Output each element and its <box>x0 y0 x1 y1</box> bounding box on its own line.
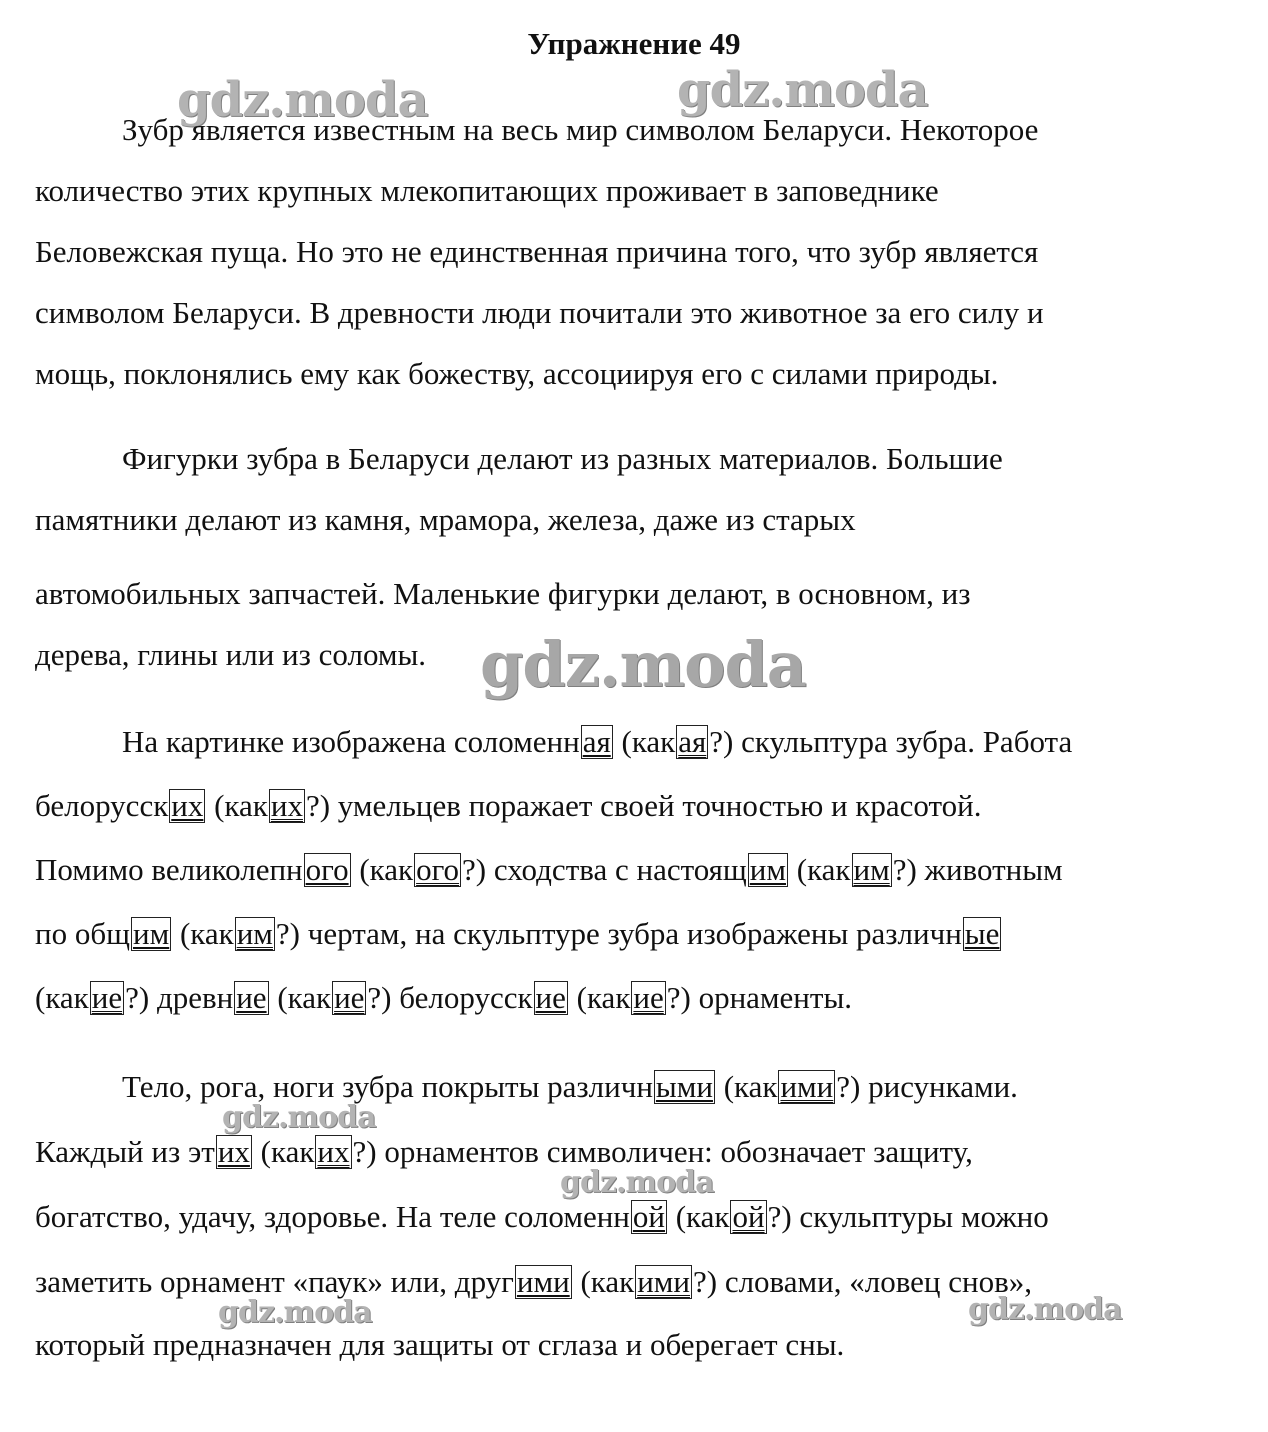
text-segment: (как <box>351 852 414 887</box>
ending-box: ые <box>964 916 1000 951</box>
text-line: Беловежская пуща. Но это не единственная причина того, что зубр является <box>35 234 1039 269</box>
watermark: gdz.moda <box>218 1295 372 1330</box>
text-line: символом Беларуси. В древности люди почитали это животное за его силу и <box>35 295 1044 330</box>
text-segment: ?) скульптуры можно <box>767 1199 1049 1234</box>
text-segment: (как <box>667 1199 730 1234</box>
text-segment: (как <box>613 724 676 759</box>
ending-box: ой <box>632 1199 665 1234</box>
text-segment: ?) чертам, на скульптуре зубра изображены различн <box>275 916 962 951</box>
text-line <box>35 1262 1032 1302</box>
ending-box: ими <box>516 1264 570 1299</box>
text-segment: ?) умельцев поражает своей точностью и красотой. <box>305 788 982 823</box>
text-line: который предназначен для защиты от сглаза и оберегает сны. <box>35 1327 845 1362</box>
text-line: мощь, поклонялись ему как божеству, ассоциируя его с силами природы. <box>35 356 999 391</box>
text-line: Зубр является известным на весь мир символом Беларуси. Некоторое <box>122 112 1039 147</box>
question-ending-box: им <box>236 916 273 951</box>
text-line: автомобильных запчастей. Маленькие фигурки делают, в основном, из <box>35 576 971 611</box>
question-ending-box: ая <box>678 724 707 759</box>
text-segment: Тело, рога, ноги зубра покрыты различн <box>122 1069 653 1104</box>
text-segment: (как <box>252 1134 315 1169</box>
text-segment: ?) белорусск <box>367 980 533 1015</box>
question-ending-box: ого <box>416 852 460 887</box>
text-segment: ?) скульптура зубра. Работа <box>709 724 1073 759</box>
ending-box: их <box>217 1134 250 1169</box>
ending-box: им <box>749 852 786 887</box>
text-segment: ?) древн <box>125 980 234 1015</box>
ending-box: им <box>132 916 170 951</box>
text-line <box>35 786 981 826</box>
ending-box: их <box>171 788 204 823</box>
text-segment: богатство, удачу, здоровье. На теле соломенн <box>35 1199 630 1234</box>
question-ending-box: ими <box>780 1069 834 1104</box>
question-ending-box: ие <box>91 980 123 1015</box>
text-segment: Каждый из эт <box>35 1134 215 1169</box>
watermark: gdz.moda <box>177 72 428 128</box>
text-segment: (как <box>715 1069 778 1104</box>
text-segment: На картинке изображена соломенн <box>122 724 580 759</box>
question-ending-box: ие <box>633 980 664 1015</box>
text-segment: по общ <box>35 916 130 951</box>
ending-box: ая <box>582 724 611 759</box>
watermark: gdz.moda <box>222 1100 376 1135</box>
text-segment: (как <box>35 980 89 1015</box>
text-segment: (как <box>206 788 268 823</box>
text-segment: (как <box>172 916 234 951</box>
text-segment: ?) орнаменты. <box>666 980 853 1015</box>
text-line: памятники делают из камня, мрамора, железа, даже из старых <box>35 502 856 537</box>
text-segment: ?) сходства с настоящ <box>462 852 747 887</box>
text-line <box>35 850 1063 890</box>
question-ending-box: их <box>317 1134 350 1169</box>
text-segment: (как <box>568 980 631 1015</box>
text-segment: (как <box>269 980 332 1015</box>
text-line: Фигурки зубра в Беларуси делают из разных материалов. Большие <box>122 441 1003 476</box>
text-line <box>35 1197 1049 1237</box>
text-line: количество этих крупных млекопитающих проживает в заповеднике <box>35 173 939 208</box>
watermark: gdz.moda <box>560 1165 714 1200</box>
text-segment: белорусск <box>35 788 169 823</box>
ending-box: ыми <box>655 1069 713 1104</box>
page-title: Упражнение 49 <box>527 26 741 61</box>
text-line <box>35 978 852 1018</box>
text-segment: заметить орнамент «паук» или, друг <box>35 1264 514 1299</box>
ending-box: ие <box>535 980 566 1015</box>
question-ending-box: их <box>270 788 303 823</box>
text-line <box>35 1132 973 1172</box>
text-segment: ?) орнаментов символичен: обозначает защиту, <box>352 1134 973 1169</box>
question-ending-box: ой <box>732 1199 765 1234</box>
text-segment: ?) рисунками. <box>836 1069 1018 1104</box>
text-line <box>122 722 1072 762</box>
watermark: gdz.moda <box>968 1292 1122 1327</box>
text-segment: (как <box>789 852 851 887</box>
text-segment: ?) животным <box>892 852 1063 887</box>
text-segment: Помимо великолепн <box>35 852 303 887</box>
ending-box: ие <box>236 980 267 1015</box>
watermark: gdz.moda <box>480 628 806 701</box>
question-ending-box: ими <box>637 1264 690 1299</box>
text-line <box>122 1067 1018 1107</box>
text-line <box>35 914 1002 954</box>
watermark: gdz.moda <box>677 62 928 118</box>
text-line: дерева, глины или из соломы. <box>35 637 427 672</box>
ending-box: ого <box>305 852 349 887</box>
text-segment: ?) словами, «ловец снов», <box>692 1264 1033 1299</box>
question-ending-box: им <box>853 852 890 887</box>
text-segment: (как <box>572 1264 635 1299</box>
question-ending-box: ие <box>334 980 365 1015</box>
